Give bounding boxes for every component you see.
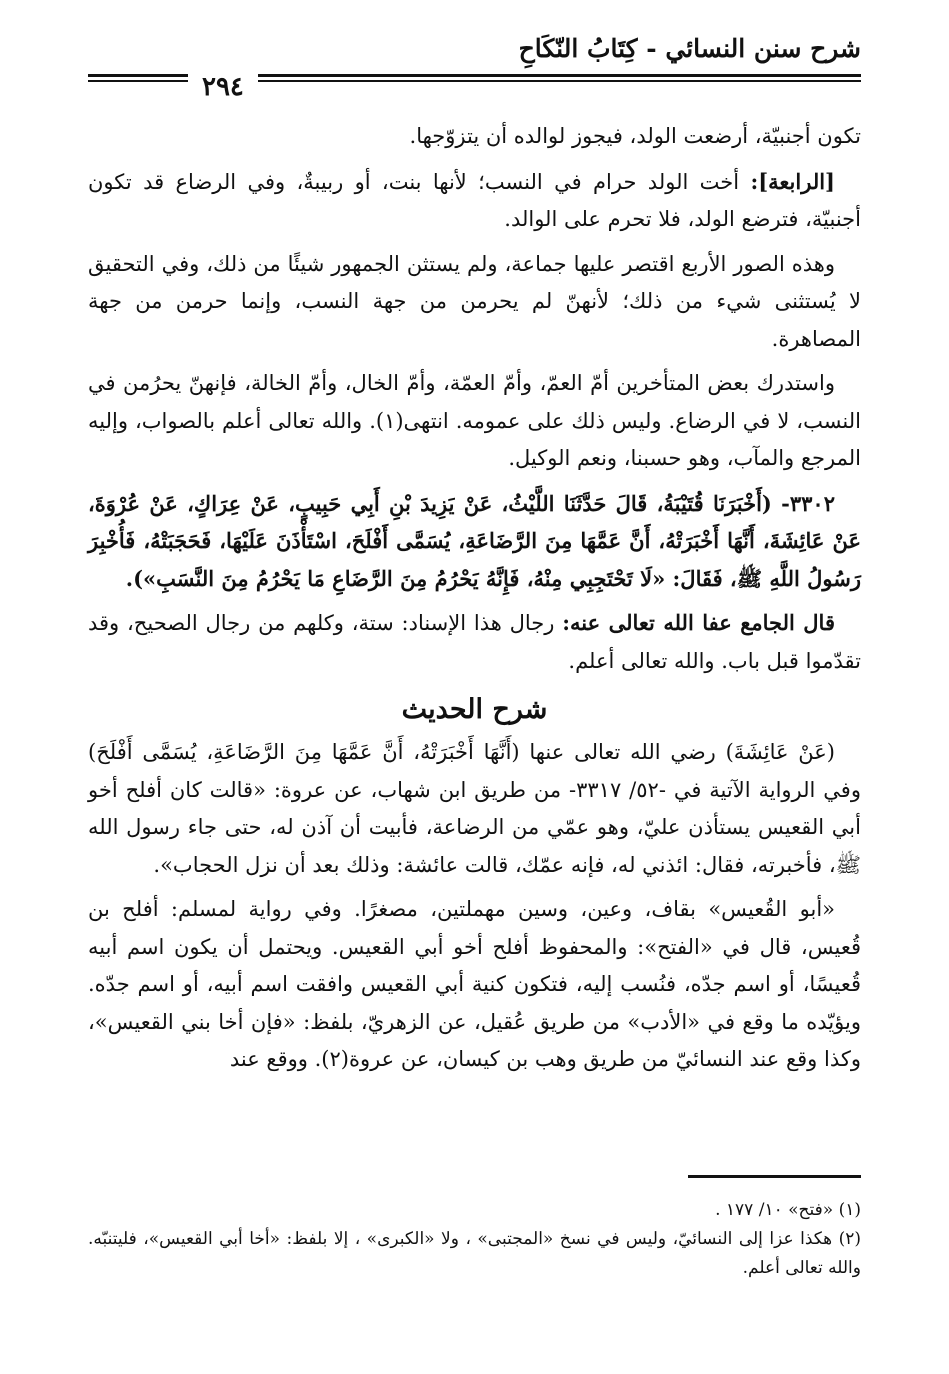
paragraph: (عَنْ عَائِشَةَ) رضي الله تعالى عنها (أَنَّهَا أَخْبَرَتْهُ، أَنَّ عَمَّهَا مِنَ الرَّضَاعَةِ، يُسَمَّى أَفْلَحَ) وفي الرواية الآتية في -٥٢/ ٣٣١٧- من طريق ابن شهاب، عن عروة: «قالت كان أفلح أخو أبي القعيس يستأذن عليّ، وهو عمّي من الرضاعة، فأبيت أن آذن له، حتى جاء رسول الله ﷺ، فأخبرته، فقال: ائذني له، فإنه عمّك، قالت عائشة: وذلك بعد أن نزل الحجاب». [88,740,861,877]
paragraph: وهذه الصور الأربع اقتصر عليها جماعة، ولم يستثن الجمهور شيئًا من ذلك، وفي التحقيق لا يُستثنى شيء من ذلك؛ لأنهنّ لم يحرمن من جهة النسب، وإنما حرمن من جهة المصاهرة. [88,251,861,351]
paragraph: واستدرك بعض المتأخرين أمّ العمّ، وأمّ العمّة، وأمّ الخال، وأمّ الخالة، فإنهنّ يحرُمن في النسب، لا في الرضاع. وليس ذلك على عمومه. انتهى(١). والله تعالى أعلم بالصواب، وإليه المرجع والمآب، وهو حسبنا، ونعم الوكيل. [88,371,862,470]
section-title: شرح الحديث [401,694,548,725]
paragraph-label: [الرابعة]: [750,168,835,194]
paragraph-text: أخت الولد حرام في النسب؛ لأنها بنت، أو ربيبةٌ، وفي الرضاع قد تكون أجنبيّة، فترضع الولد، فلا تحرم على الوالد. [88,169,861,231]
footnotes [88,1196,861,1283]
paragraph: تكون أجنبيّة، أرضعت الولد، فيجوز لوالده أن يتزوّجها. [409,124,861,148]
running-header: شرح سنن النسائي - كِتَابُ النّكَاحِ [518,34,861,63]
main-text [88,118,861,1086]
paragraph-label: قال الجامع عفا الله تعالى عنه: [562,610,835,635]
footnote-rule [688,1175,861,1178]
paragraph [88,163,861,239]
footnote: (٢) هكذا عزا إلى النسائيّ، وليس في نسخ «المجتبى» ، ولا «الكبرى» ، إلا بلفظ: «أخا أبي القعيس»، فليتنبّه. والله تعالى أعلم. [88,1229,861,1278]
hadith-text: ٣٣٠٢- (أَخْبَرَنَا قُتَيْبَةُ، قَالَ حَدَّثَنَا اللَّيْثُ، عَنْ يَزِيدَ بْنِ أَبِي حَبِيبٍ، عَنْ عِرَاكٍ، عَنْ عُرْوَةَ، عَنْ عَائِشَةَ، أَنَّهَا أَخْبَرَتْهُ، أَنَّ عَمَّهَا مِنَ الرَّضَاعَةِ، يُسَمَّى أَفْلَحَ، اسْتَأْذَنَ عَلَيْهَا، فَحَجَبَتْهُ، فَأُخْبِرَ رَسُولُ اللَّهِ ﷺ، فَقَالَ: «لَا تَحْتَجِبِي مِنْهُ، فَإِنَّهُ يَحْرُمُ مِنَ الرَّضَاعِ مَا يَحْرُمُ مِنَ النَّسَبِ»). [88,490,861,591]
page-number: ٢٩٤ [188,70,258,104]
footnote: (١) «فتح» ١٠/ ١٧٧ . [715,1200,861,1220]
paragraph: «أبو القُعيس» بقاف، وعين، وسين مهملتين، مصغرًا. وفي رواية لمسلم: أفلح بن قُعيس، قال في «الفتح»: والمحفوظ أفلح أخو أبي القعيس. ويحتمل أن يكون اسم أبيه قُعيسًا، أو اسم جدّه، فنُسب إليه، فتكون كنية أبي القعيس وافقت اسم أبيه، أو اسم جدّه. ويؤيّده ما وقع في «الأدب» من طريق عُقيل، عن الزهريّ، بلفظ: «فإن أخا بني القعيس»، وكذا وقع عند النسائيّ من طريق وهب بن كيسان، عن عروة(٢). ووقع عند [88,897,861,1071]
paragraph-text: رجال هذا الإسناد: ستة، وكلهم من رجال الصحيح، وقد تقدّموا قبل باب. والله تعالى أعلم. [88,611,861,673]
paragraph [88,604,861,680]
